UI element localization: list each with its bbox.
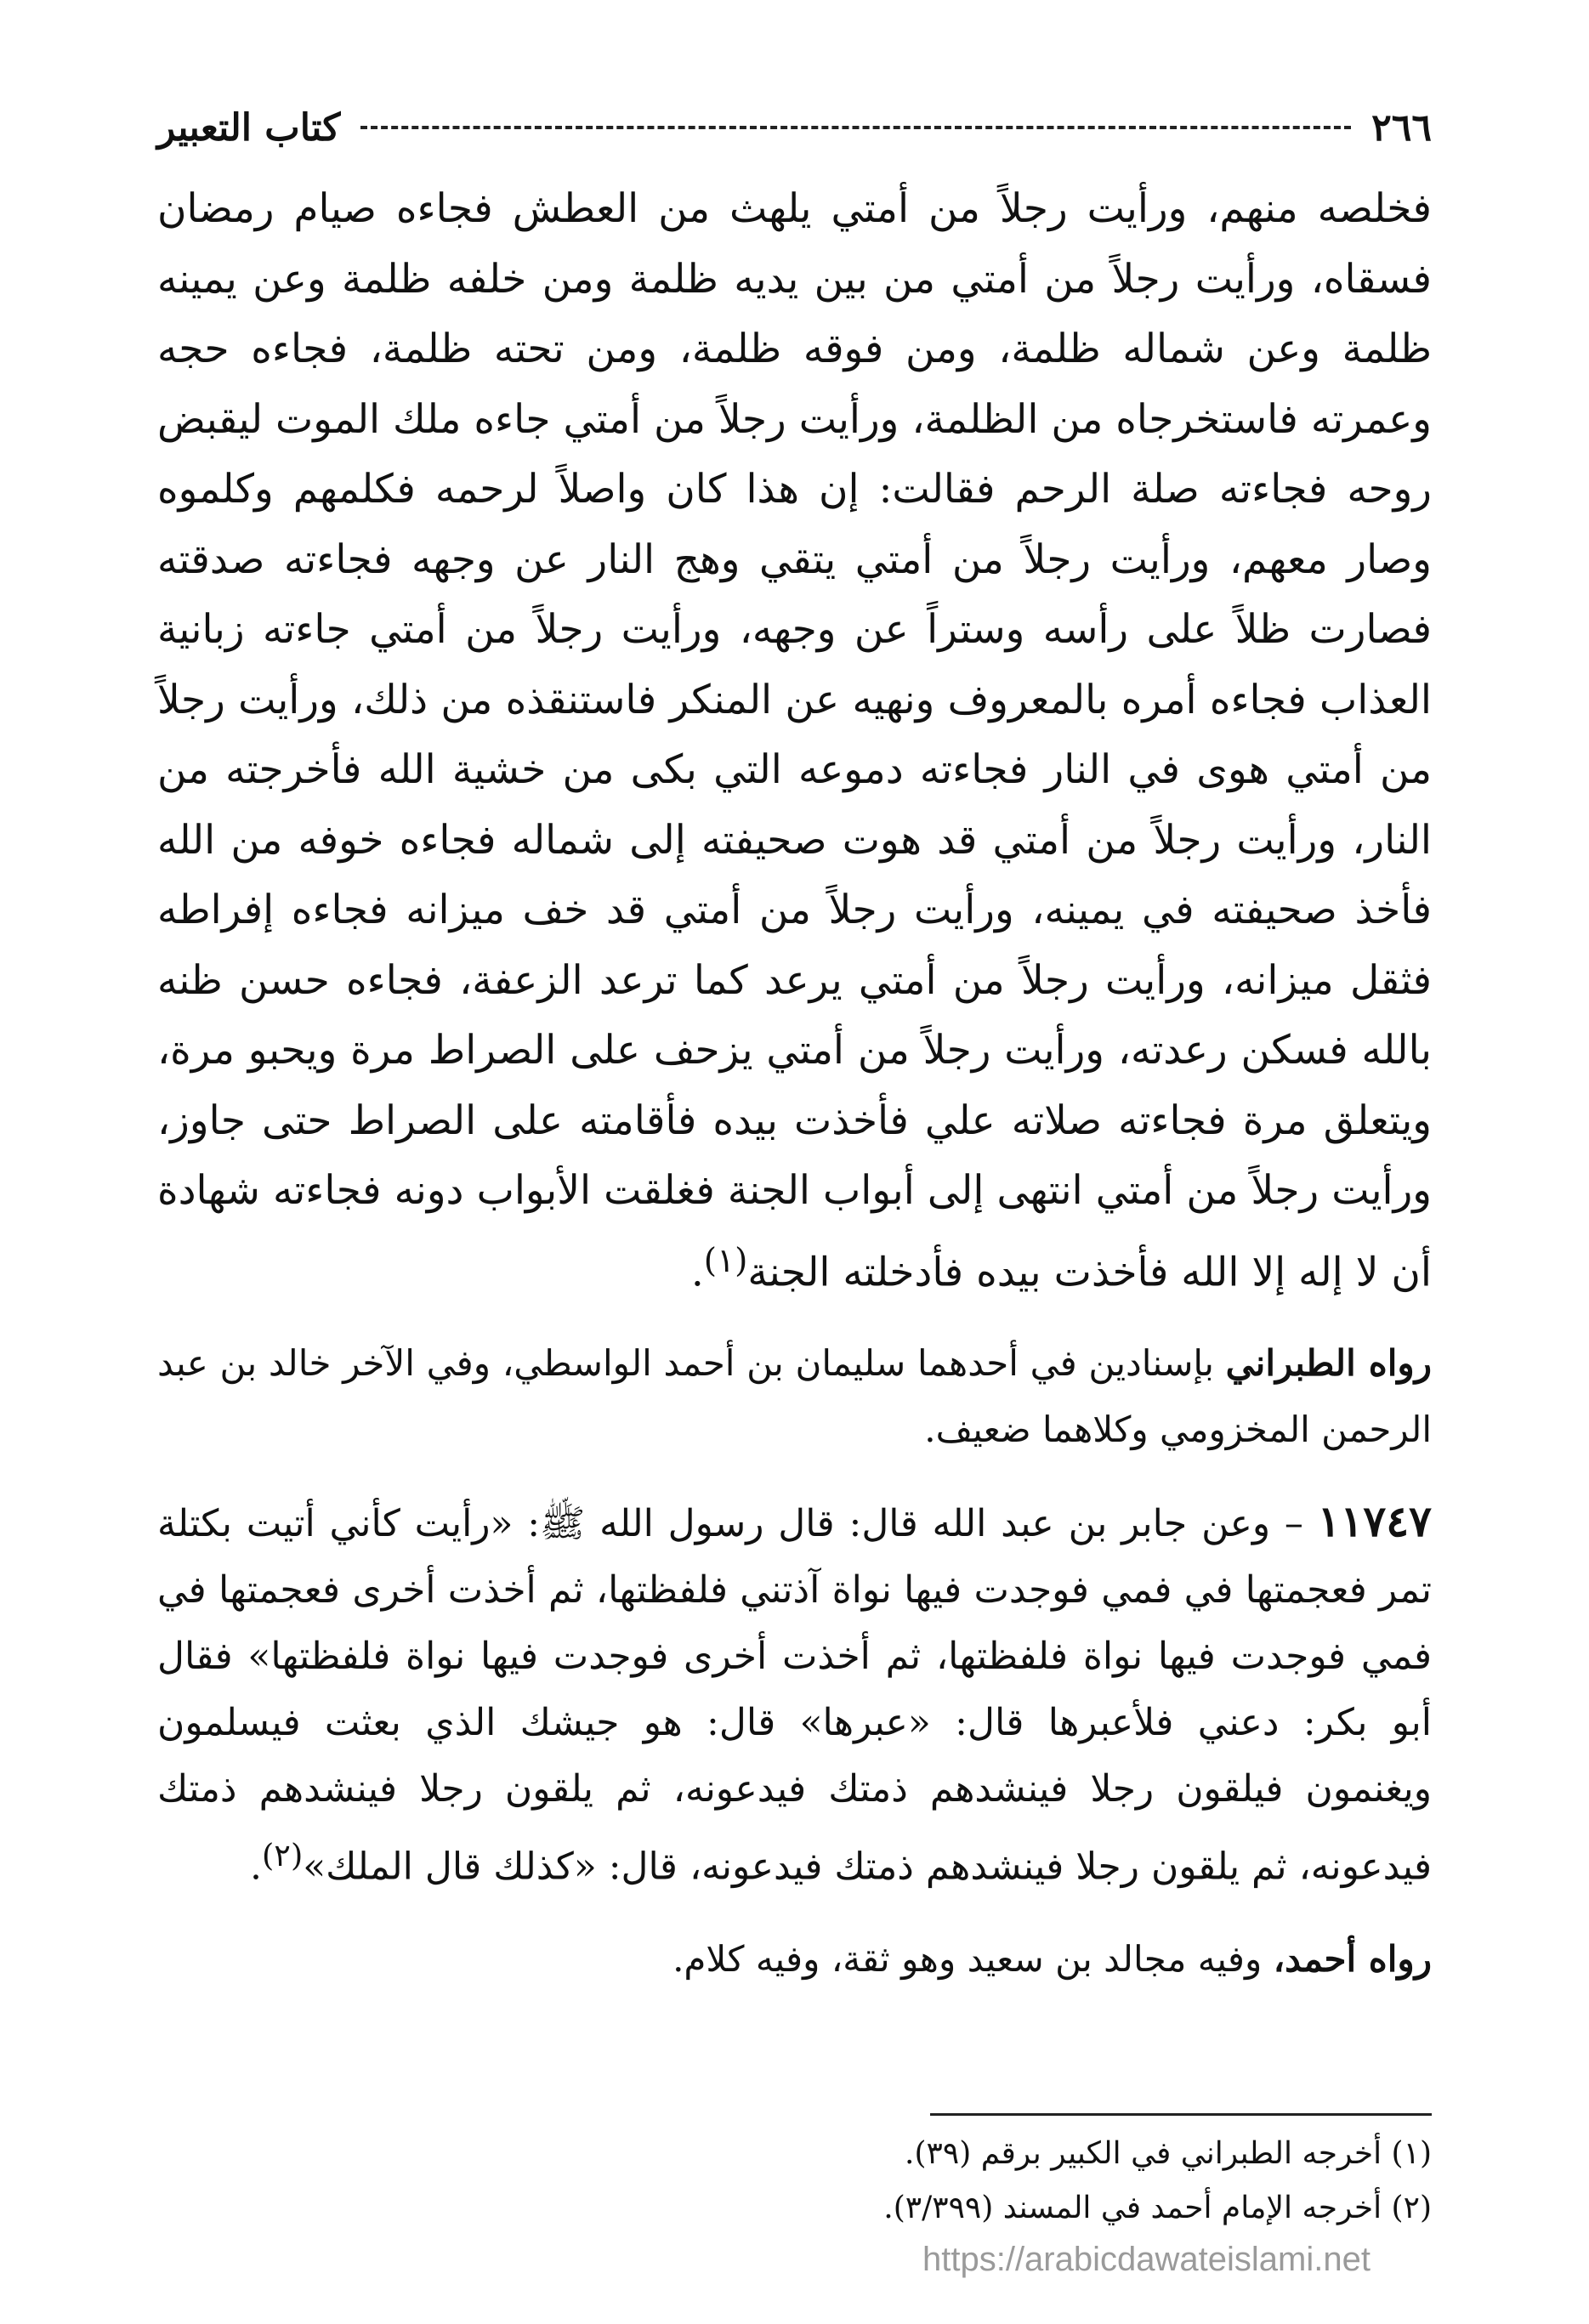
watermark-url: https://arabicdawateislami.net xyxy=(922,2241,1371,2278)
hadith-1747: ١١٧٤٧ – وعن جابر بن عبد الله قال: قال رسول الله ﷺ: «رأيت كأني أتيت بكتلة تمر فعجمتها في فمي فوجدت فيها نواة آذتني فلفظتها، ثم أخذت أخرى فعجمتها في فمي فوجدت فيها نواة فلفظتها، ثم أخذت أخرى فوجدت فيها نواة فلفظتها» فقال أبو بكر: دعني فلأعبرها قال: «عبرها» قال: هو جيشك الذي بعثت فيسلمون ويغنمون فيلقون رجلا فينشدهم ذمتك فيدعونه، ثم يلقون رجلا فينشدهم ذمتك فيدعونه، ثم يلقون رجلا فينشدهم ذمتك فيدعونه، قال: «كذلك قال الملك»$^{(٢)}$. xyxy=(157,1495,1432,1889)
hadith-number: ١١٧٤٧ xyxy=(1317,1495,1432,1546)
narration-1 xyxy=(157,1330,1432,1463)
header-dashed-rule xyxy=(360,126,1351,129)
hadith-continuation: فخلصه منهم، ورأيت رجلاً من أمتي يلهث من العطش فجاءه صيام رمضان فسقاه، ورأيت رجلاً من أمتي من بين يديه ظلمة ومن خلفه ظلمة وعن يمينه ظلمة وعن شماله ظلمة، ومن فوقه ظلمة، ومن تحته ظلمة، فجاءه حجه وعمرته فاستخرجاه من الظلمة، ورأيت رجلاً من أمتي جاءه ملك الموت ليقبض روحه فجاءته صلة الرحم فقالت: إن هذا كان واصلاً لرحمه فكلمهم وكلموه وصار معهم، ورأيت رجلاً من أمتي يتقي وهج النار عن وجهه فجاءته صدقته فصارت ظلاً على رأسه وستراً عن وجهه، ورأيت رجلاً من أمتي جاءته زبانية العذاب فجاءه أمره بالمعروف ونهيه عن المنكر فاستنقذه من ذلك، ورأيت رجلاً من أمتي هوى في النار فجاءته دموعه التي بكى من خشية الله فأخرجته من النار، ورأيت رجلاً من أمتي قد هوت صحيفته إلى شماله فجاءه خوفه من الله فأخذ صحيفته في يمينه، ورأيت رجلاً من أمتي قد خف ميزانه فجاءه إفراطه فثقل ميزانه، ورأيت رجلاً من أمتي يرعد كما ترعد الزعفة، فجاءه حسن ظنه بالله فسكن رعدته، ورأيت رجلاً من أمتي يزحف على الصراط مرة ويحبو مرة، ويتعلق مرة فجاءته صلاته علي فأخذت بيده فأقامته على الصراط حتى جاوز، ورأيت رجلاً من أمتي انتهى إلى أبواب الجنة فغلقت الأبواب دونه فجاءته شهادة أن لا إله إلا الله فأخذت بيده فأدخلته الجنة$^{(١)}$. xyxy=(157,185,1433,1296)
footnote-1: (١) أخرجه الطبراني في الكبير برقم (٣٩). xyxy=(905,2136,1432,2171)
hadith-dash: – xyxy=(1284,1501,1303,1545)
footnotes xyxy=(157,2127,1432,2236)
footnote-ref-1: (١) xyxy=(703,1241,748,1280)
hadith-continuation-text: فخلصه منهم، ورأيت رجلاً من أمتي يلهث من العطش فجاءه صيام رمضان فسقاه، ورأيت رجلاً من أمتي من بين يديه ظلمة ومن خلفه ظلمة وعن يمينه ظلمة وعن شماله ظلمة، ومن فوقه ظلمة، ومن تحته ظلمة، فجاءه حجه وعمرته فاستخرجاه من الظلمة، ورأيت رجلاً من أمتي جاءه ملك الموت ليقبض روحه فجاءته صلة الرحم فقالت: إن هذا كان واصلاً لرحمه فكلمهم وكلموه وصار معهم، ورأيت رجلاً من أمتي يتقي وهج النار عن وجهه فجاءته صدقته فصارت ظلاً على رأسه وستراً عن وجهه، ورأيت رجلاً من أمتي جاءته زبانية العذاب فجاءه أمره بالمعروف ونهيه عن المنكر فاستنقذه من ذلك، ورأيت رجلاً من أمتي هوى في النار فجاءته دموعه التي بكى من خشية الله فأخرجته من النار، ورأيت رجلاً من أمتي قد هوت صحيفته إلى شماله فجاءه خوفه من الله فأخذ صحيفته في يمينه، ورأيت رجلاً من أمتي قد خف ميزانه فجاءه إفراطه فثقل ميزانه، ورأيت رجلاً من أمتي يرعد كما ترعد الزعفة، فجاءه حسن ظنه بالله فسكن رعدته، ورأيت رجلاً من أمتي يزحف على الصراط مرة ويحبو مرة، ويتعلق مرة فجاءته صلاته علي فأخذت بيده فأقامته على الصراط حتى جاوز، ورأيت رجلاً من أمتي انتهى إلى أبواب الجنة فغلقت الأبواب دونه فجاءته شهادة أن لا إله إلا الله فأخذت بيده فأدخلته الجنة xyxy=(157,185,1433,1296)
book-title: كتاب التعبير xyxy=(157,105,341,150)
narration-2 xyxy=(157,1925,1432,1993)
page-header xyxy=(157,102,1432,153)
narration-1-text: بإسنادين في أحدهما سليمان بن أحمد الواسطي، وفي الآخر خالد بن عبد الرحمن المخزومي وكلاهما ضعيف. xyxy=(157,1341,1432,1450)
hadith-1747-text: وعن جابر بن عبد الله قال: قال رسول الله ﷺ: «رأيت كأني أتيت بكتلة تمر فعجمتها في فمي فوجدت فيها نواة آذتني فلفظتها، ثم أخذت أخرى فعجمتها في فمي فوجدت فيها نواة فلفظتها، ثم أخذت أخرى فوجدت فيها نواة فلفظتها» فقال أبو بكر: دعني فلأعبرها قال: «عبرها» قال: هو جيشك الذي بعثت فيسلمون ويغنمون فيلقون رجلا فينشدهم ذمتك فيدعونه، ثم يلقون رجلا فينشدهم ذمتك فيدعونه، ثم يلقون رجلا فينشدهم ذمتك فيدعونه، قال: «كذلك قال الملك» xyxy=(157,1501,1432,1889)
page-number: ٢٦٦ xyxy=(1371,105,1432,150)
footnote-ref-2: (٢) xyxy=(261,1836,304,1873)
footnote-separator xyxy=(930,2113,1432,2116)
narrator-tabarani: رواه الطبراني xyxy=(1225,1341,1432,1384)
narration-2-text: وفيه مجالد بن سعيد وهو ثقة، وفيه كلام. xyxy=(672,1938,1263,1981)
narrator-ahmad: رواه أحمد، xyxy=(1273,1938,1432,1981)
footnote-2: (٢) أخرجه الإمام أحمد في المسند (٣/٣٩٩). xyxy=(883,2191,1432,2225)
page-body xyxy=(157,174,1432,1993)
